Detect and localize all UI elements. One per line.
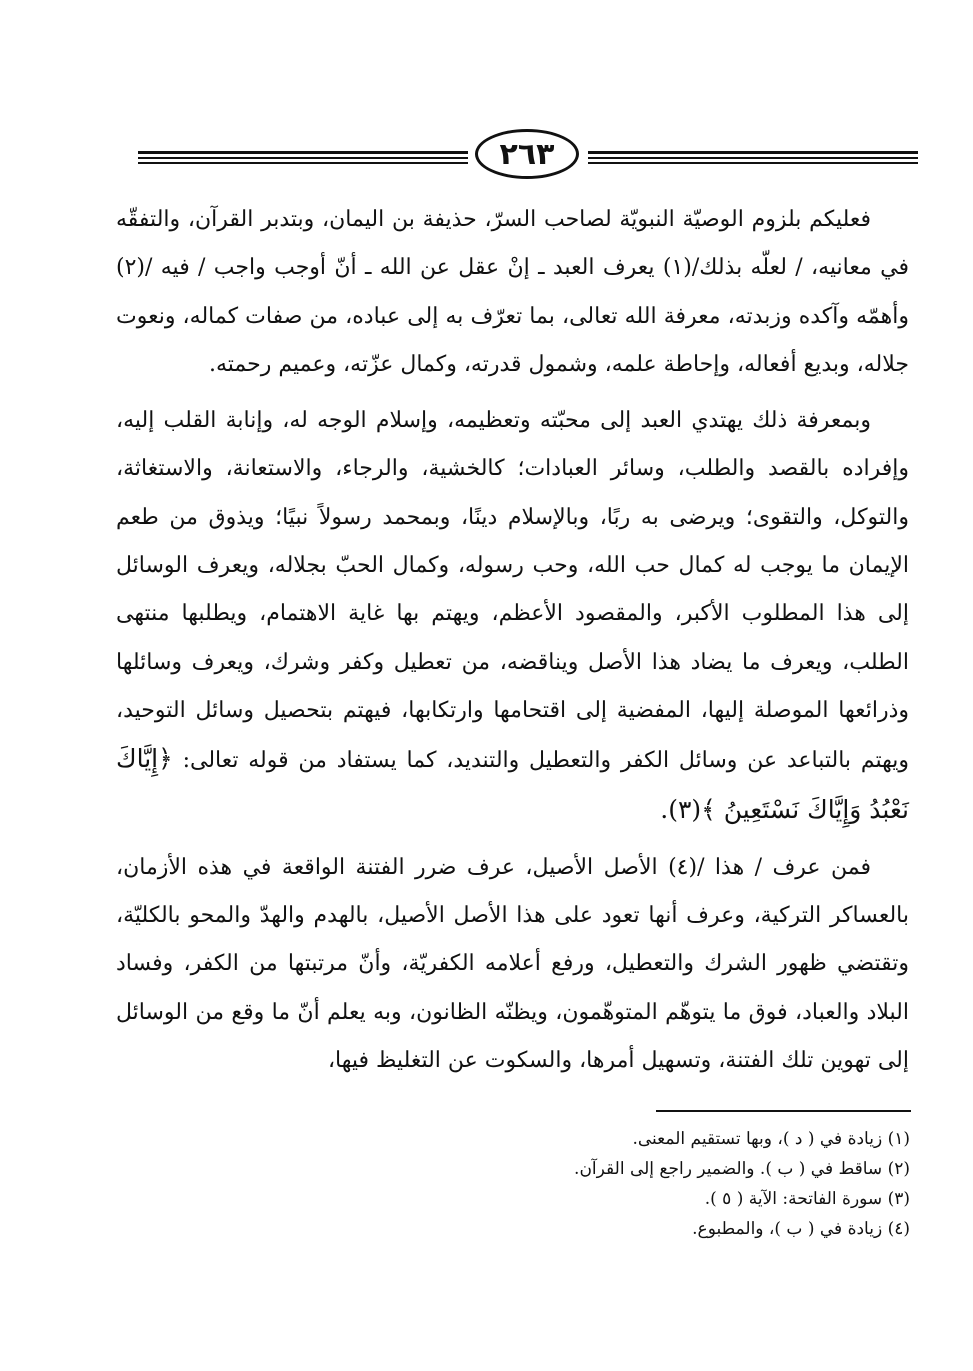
paragraph-3 (116, 844, 909, 1085)
footnotes (430, 1124, 910, 1244)
page-number: ٢٦٣ (475, 129, 579, 179)
quran-verse: ﴿إِيَّاكَ نَعْبُدُ وَإِيَّاكَ نَسْتَعِينُ ﴾(٣). (116, 744, 909, 824)
header-rule-left (138, 151, 468, 165)
footnote-separator (656, 1110, 911, 1112)
footnote-4: (٤) زيادة في ( ب )، والمطبوع. (692, 1219, 910, 1239)
main-text (116, 196, 909, 1093)
page-header (138, 125, 918, 185)
header-rule-right (588, 151, 918, 165)
paragraph-1 (116, 196, 909, 389)
paragraph-3-text: فمن عرف / هذا /(٤) الأصل الأصيل، عرف ضرر الفتنة الواقعة في هذه الأزمان، بالعساكر التركية، وعرف أنها تعود على هذا الأصل الأصيل، بالهدم والهدّ والمحو بالكليّة، وتقتضي ظهور الشرك والتعطيل، ورفع أعلامه الكفريّة، وأنّ مرتبتها من الكفر، وفساد البلاد والعباد، فوق ما يتوهّم المتوهّمون، ويظنّه الظانون، وبه يعلم أنّ ما وقع من الوسائل إلى تهوين تلك الفتنة، وتسهيل أمرها، والسكوت عن التغليظ فيها، (116, 854, 909, 1074)
paragraph-2-text: وبمعرفة ذلك يهتدي العبد إلى محبّته وتعظيمه، وإسلام الوجه له، وإنابة القلب إليه، وإفراده بالقصد والطلب، وسائر العبادات؛ كالخشية، والرجاء، والاستعانة، والاستغاثة، والتوكل، والتقوى؛ ويرضى به ربًا، وبالإسلام دينًا، وبمحمد رسولاً نبيًا؛ ويذوق من طعم الإيمان ما يوجب له كمال حب الله، وحب رسوله، وكمال الحبّ بجلاله، ويعرف الوسائل إلى هذا المطلوب الأكبر، والمقصود الأعظم، ويهتم بها غاية الاهتمام، ويطلبها منتهى الطلب، ويعرف ما يضاد هذا الأصل ويناقضه، من تعطيل وكفر وشرك، ويعرف وسائلها وذرائعها الموصلة إليها، المفضية إلى اقتحامها وارتكابها، فيهتم بتحصيل وسائل التوحيد، ويهتم بالتباعد عن وسائل الكفر والتعطيل والتنديد، كما يستفاد من قوله تعالى: (116, 408, 910, 774)
footnote-3: (٣) سورة الفاتحة: الآية ( ٥ ). (704, 1189, 910, 1209)
paragraph-2 (116, 397, 909, 836)
paragraph-1-text: فعليكم بلزوم الوصيّة النبويّة لصاحب السرّ، حذيفة بن اليمان، وبتدبر القرآن، والتفقّه في معانيه، / لعلّه بذلك/(١) يعرف العبد ـ إنْ عقل عن الله ـ أنّ أوجب واجب / فيه /(٢) وأهمّه وآكده وزبدته، معرفة الله تعالى، بما تعرّف به إلى عباده، من صفات كماله، ونعوت جلاله، وبديع أفعاله، وإحاطة علمه، وشمول قدرته، وكمال عزّته، وعميم رحمته. (116, 207, 909, 377)
footnote-1: (١) زيادة في ( د )، وبها تستقيم المعنى. (632, 1129, 910, 1149)
footnote-2: (٢) ساقط في ( ب ). والضمير راجع إلى القرآن. (574, 1159, 910, 1179)
